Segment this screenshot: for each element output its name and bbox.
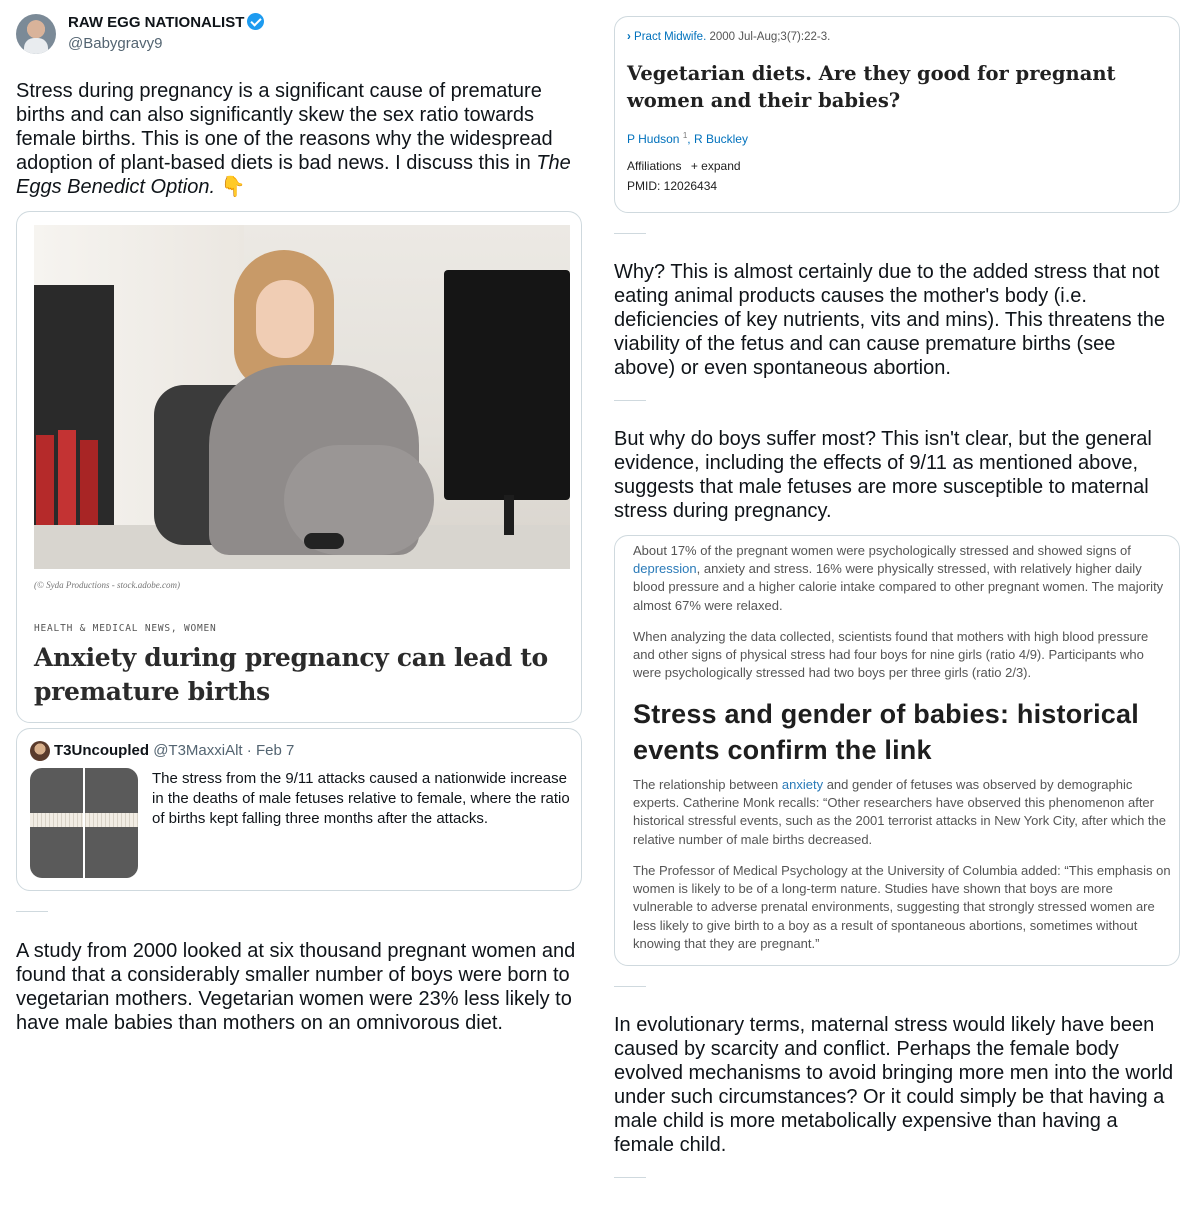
thread-separator xyxy=(614,1177,646,1178)
tweet-text-4: But why do boys suffer most? This isn't clear, but the general evidence, including the effects of 9/11 as mentioned above, suggests that male fetuses are more susceptible to maternal stress during pregnancy. xyxy=(614,428,1152,522)
article-photo xyxy=(34,225,570,569)
photo-credit: (© Syda Productions - stock.adobe.com) xyxy=(34,580,180,590)
excerpt-paragraph-1: About 17% of the pregnant women were psychologically stressed and showed signs of depression, anxiety and stress. 16% were physically stressed, with relatively higher daily blood pressure and a higher calorie intake compared to other pregnant women. The majority almost 67% were relaxed. xyxy=(633,543,1164,613)
article-title[interactable]: Anxiety during pregnancy can lead to premature births xyxy=(34,643,548,706)
quote-handle: @T3MaxxiAlt xyxy=(153,742,243,759)
author-link-1[interactable]: P Hudson xyxy=(627,132,680,146)
tweet-text-2: A study from 2000 looked at six thousand pregnant women and found that a considerably smaller number of boys were born to vegetarian mothers. Vegetarian women were 23% less likely to have male babies than mothers on an omnivorous diet. xyxy=(16,940,576,1034)
pubmed-pmid: PMID: 12026434 xyxy=(627,179,718,193)
excerpt-paragraph-2: When analyzing the data collected, scientists found that mothers with high blood pressure and other signs of physical stress had four boys for nine girls (ratio 4/9). Participants who were psychologically stressed had two boys per three girls (ratio 2/3). xyxy=(633,629,1149,681)
quote-tweet-card[interactable] xyxy=(16,728,582,891)
article-category: HEALTH & MEDICAL NEWS, WOMEN xyxy=(34,623,217,634)
quote-text: The stress from the 9/11 attacks caused a nationwide increase in the deaths of male fetuses relative to female, where the ratio of births kept falling three months after the attacks. xyxy=(152,770,570,827)
book-title: The Eggs Benedict Option. xyxy=(16,152,571,198)
anxiety-link[interactable]: anxiety xyxy=(781,777,824,792)
pubmed-card[interactable] xyxy=(614,16,1180,213)
author-handle[interactable]: @Babygravy9 xyxy=(68,35,163,52)
verified-badge-icon xyxy=(247,13,264,30)
depression-link[interactable]: depression xyxy=(633,561,697,577)
quote-date: · Feb 7 xyxy=(246,742,295,759)
quote-avatar xyxy=(30,741,50,761)
quote-author[interactable]: T3Uncoupled @T3MaxxiAlt · Feb 7 xyxy=(54,742,295,759)
excerpt-paragraph-3: The relationship between anxiety and gender of fetuses was observed by demographic experts. Catherine Monk recalls: “Other researchers have observed this phenomenon after historical stressful events, such as the 2001 terrorist attacks in New York City, after which the relative number of male births decreased. xyxy=(633,777,1166,847)
thread-separator xyxy=(614,986,646,987)
pubmed-authors: P Hudson $^1$, R Buckley xyxy=(627,131,748,146)
article-excerpt-card[interactable] xyxy=(614,535,1180,966)
excerpt-heading: Stress and gender of babies: historical events confirm the link xyxy=(633,699,1139,765)
quote-media-thumbnail[interactable] xyxy=(30,768,138,878)
pubmed-title[interactable]: Vegetarian diets. Are they good for pregnant women and their babies? xyxy=(627,62,1116,112)
thread-separator xyxy=(614,233,646,234)
author-name[interactable]: RAW EGG NATIONALIST xyxy=(68,13,264,31)
chevron-right-icon: › xyxy=(627,31,631,43)
thread-separator xyxy=(16,911,48,912)
tweet-header xyxy=(16,12,582,56)
thread-separator xyxy=(614,400,646,401)
author-link-2[interactable]: R Buckley xyxy=(693,132,748,146)
tweet-text-1: Stress during pregnancy is a significant cause of premature births and can also significantly skew the sex ratio towards female births. This is one of the reasons why the widespread adoption of plant-based diets is bad news. I discuss this in The Eggs Benedict Option. 👇 xyxy=(16,80,571,198)
pubmed-affiliations: Affiliations + expand xyxy=(627,159,741,173)
avatar[interactable] xyxy=(16,14,56,54)
tweet-text-3: Why? This is almost certainly due to the added stress that not eating animal products causes the mother's body (i.e. deficiencies of key nutrients, vits and mins). This threatens the viability of the fetus and can cause premature births (see above) or even spontaneous abortion. xyxy=(614,261,1166,379)
journal-link[interactable]: Pract Midwife. xyxy=(634,31,707,43)
pointing-down-icon: 👇 xyxy=(220,176,246,198)
article-card[interactable] xyxy=(16,211,582,723)
pubmed-citation: › Pract Midwife. 2000 Jul-Aug;3(7):22-3. xyxy=(627,31,831,43)
expand-button[interactable]: + expand xyxy=(690,159,741,173)
avatar-figure xyxy=(24,38,48,54)
excerpt-paragraph-4: The Professor of Medical Psychology at the University of Columbia added: “This emphasis on women is likely to be of a long-term nature. Studies have shown that boys are more vulnerable to adverse prenatal environments, suggesting that strongly stressed women are less likely to give birth to a boy as a result of spontaneous abortions, sometimes without knowing that they are pregnant.” xyxy=(633,863,1171,951)
tweet-text-5: In evolutionary terms, maternal stress would likely have been caused by scarcity and conflict. Perhaps the female body evolved mechanisms to avoid bringing more men into the world under such circumstances? Or it could simply be that having a male child is more metabolically expensive than having a female child. xyxy=(614,1014,1174,1156)
